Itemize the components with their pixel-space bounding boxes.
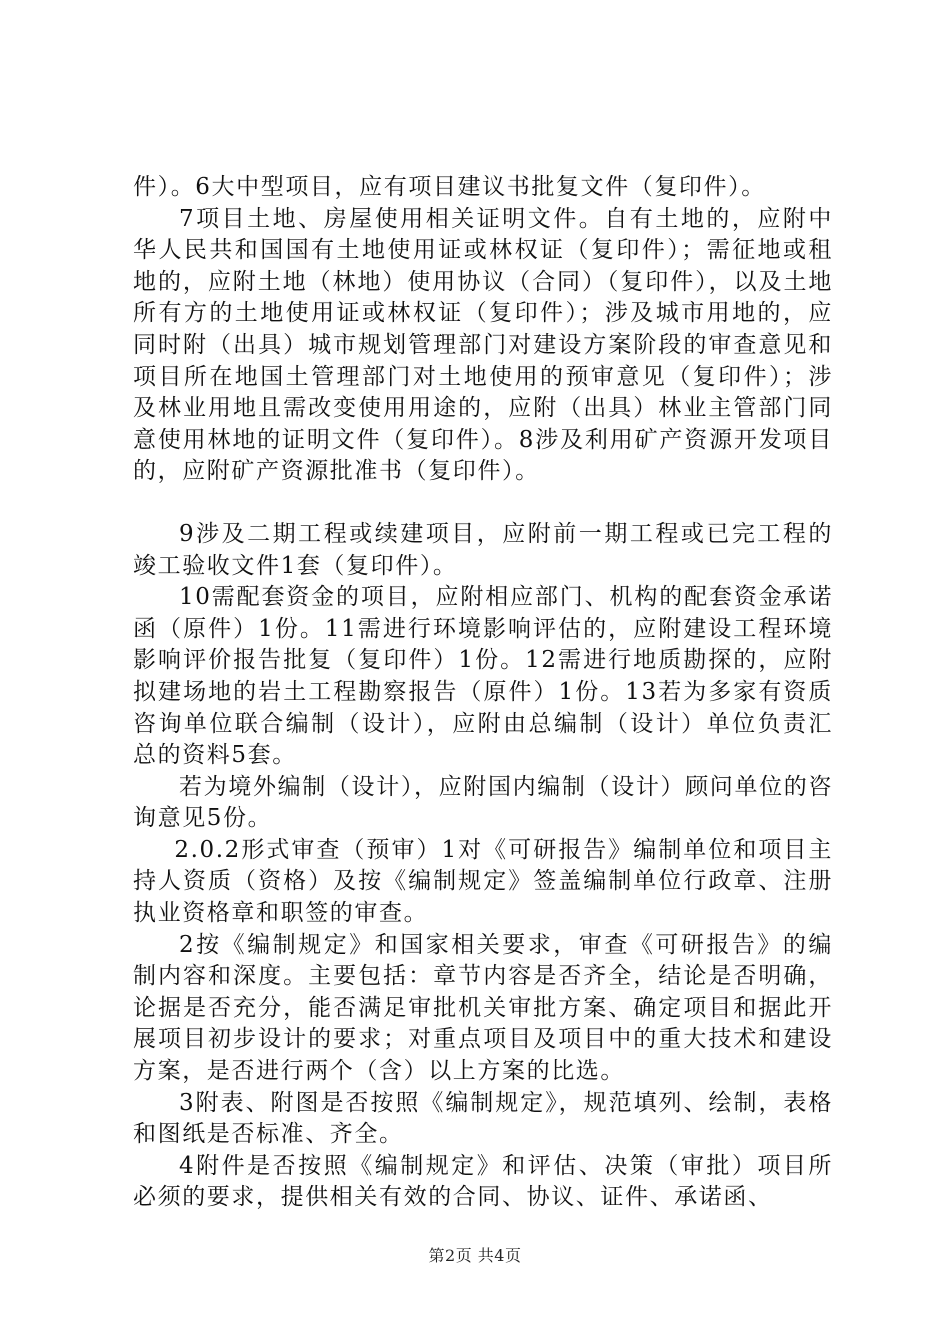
paragraph-6: 2.0.2形式审查（预审）1对《可研报告》编制单位和项目主持人资质（资格）及按《编制规定》签盖编制单位行政章、注册执业资格章和职签的审查。 <box>133 836 833 927</box>
document-body <box>133 172 833 1214</box>
paragraph-8: 3附表、附图是否按照《编制规定》，规范填列、绘制，表格和图纸是否标准、齐全。 <box>133 1089 833 1148</box>
paragraph-1: 件）。6大中型项目，应有项目建议书批复文件（复印件）。 <box>133 174 766 200</box>
paragraph-4: 10需配套资金的项目，应附相应部门、机构的配套资金承诺函（原件）1份。11需进行环境影响评估的，应附建设工程环境影响评价报告批复（复印件）1份。12需进行地质勘探的，应附拟建场地的岩土工程勘察报告（原件）1份。13若为多家有资质咨询单位联合编制（设计），应附由总编制（设计）单位负责汇总的资料5套。 <box>133 584 833 769</box>
paragraph-7: 2按《编制规定》和国家相关要求，审查《可研报告》的编制内容和深度。主要包括：章节内容是否齐全，结论是否明确，论据是否充分，能否满足审批机关审批方案、确定项目和据此开展项目初步设计的要求；对重点项目及项目中的重大技术和建设方案，是否进行两个（含）以上方案的比选。 <box>133 931 833 1085</box>
paragraph-2: 7项目土地、房屋使用相关证明文件。自有土地的，应附中华人民共和国国有土地使用证或林权证（复印件）；需征地或租地的，应附土地（林地）使用协议（合同）（复印件），以及土地所有方的土地使用证或林权证（复印件）；涉及城市用地的，应同时附（出具）城市规划管理部门对建设方案阶段的审查意见和项目所在地国土管理部门对土地使用的预审意见（复印件）；涉及林业用地且需改变使用用途的，应附（出具）林业主管部门同意使用林地的证明文件（复印件）。8涉及利用矿产资源开发项目的，应附矿产资源批准书（复印件）。 <box>133 205 833 485</box>
paragraph-3: 9涉及二期工程或续建项目，应附前一期工程或已完工程的竣工验收文件1套（复印件）。 <box>133 520 833 579</box>
page-number-footer: 第2页 共4页 <box>428 1246 522 1265</box>
paragraph-9: 4附件是否按照《编制规定》和评估、决策（审批）项目所必须的要求，提供相关有效的合同、协议、证件、承诺函、 <box>133 1152 833 1211</box>
paragraph-5: 若为境外编制（设计），应附国内编制（设计）顾问单位的咨询意见5份。 <box>133 773 833 832</box>
